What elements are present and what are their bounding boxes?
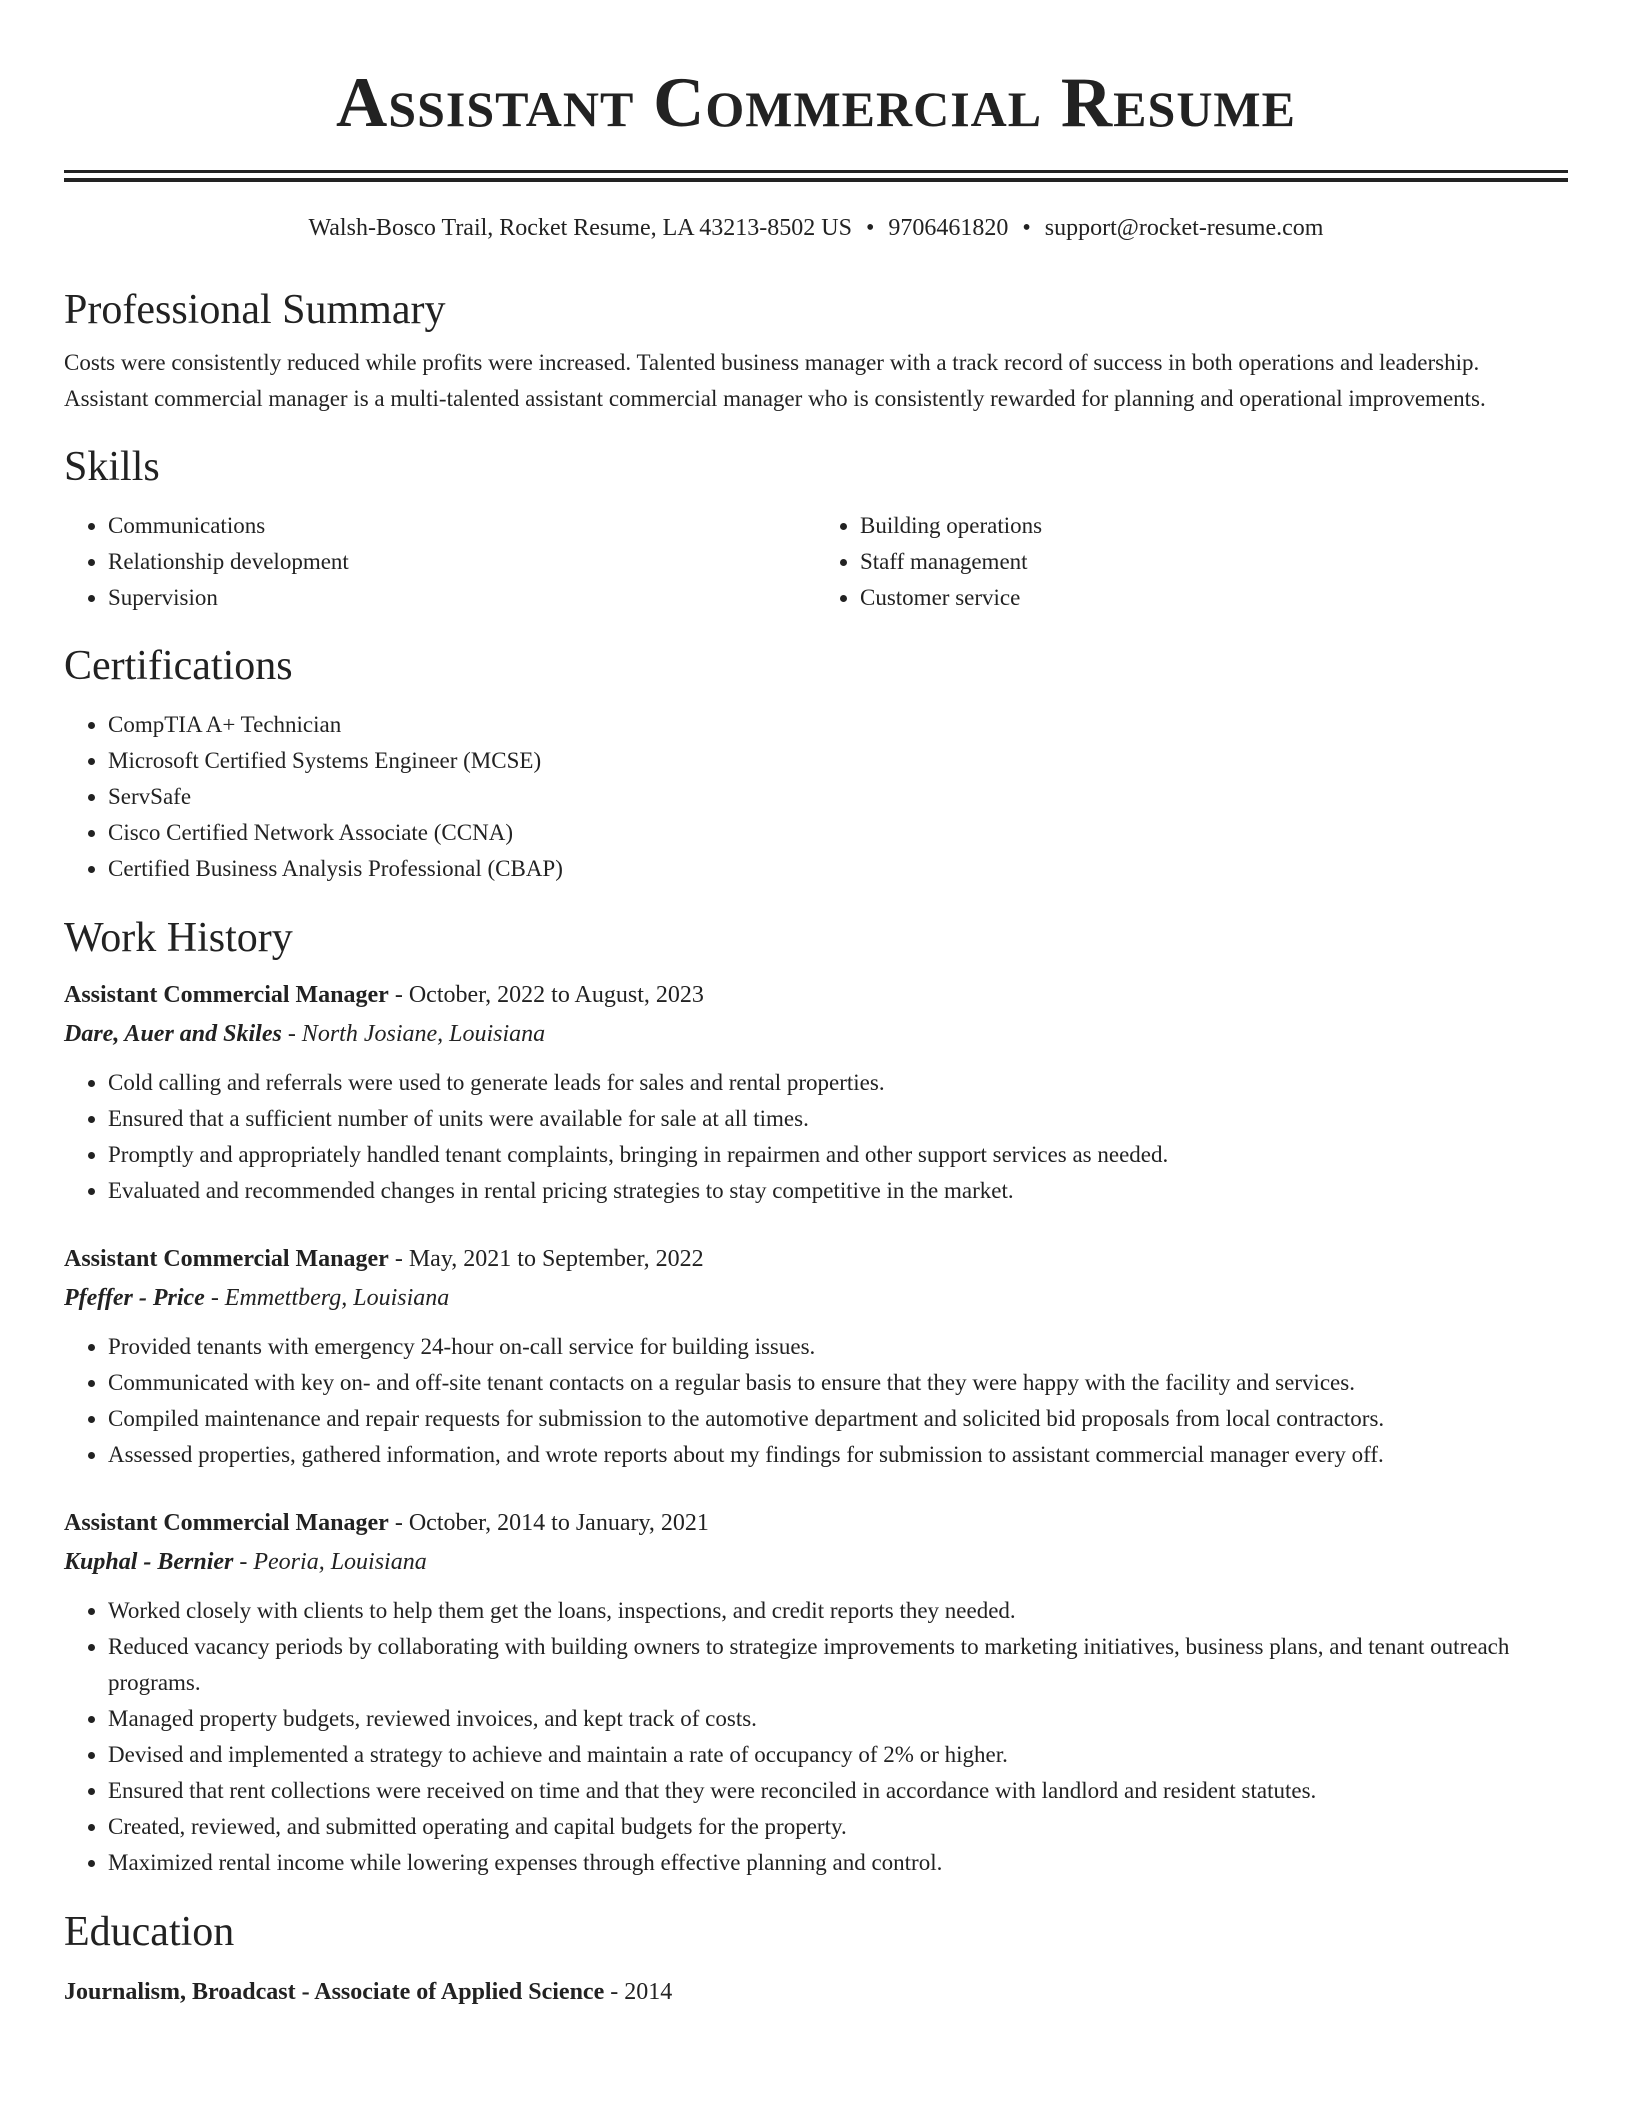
job-company-line (64, 1015, 1568, 1053)
job-company: Kuphal - Bernier (64, 1549, 234, 1575)
skills-list (64, 508, 1568, 616)
skill-item: • Relationship development (108, 544, 816, 580)
contact-address: Walsh-Bosco Trail, Rocket Resume, LA 43213-8502 US (308, 215, 852, 241)
contact-separator: • (865, 215, 875, 241)
section-heading-certifications: Certifications (64, 643, 293, 689)
education-year: - 2014 (604, 1979, 673, 2005)
job-entry (64, 975, 1568, 1209)
job-dates: - October, 2014 to January, 2021 (388, 1510, 709, 1536)
section-heading-work-history: Work History (64, 915, 293, 961)
job-bullets (64, 1329, 1568, 1473)
contact-phone: 9706461820 (888, 215, 1009, 241)
certification-item: • Cisco Certified Network Associate (CCNA) (108, 815, 1568, 851)
contact-email: support@rocket-resume.com (1044, 215, 1324, 241)
job-bullet: • Reduced vacancy periods by collaborating with building owners to strategize improvements to marketing initiatives, business plans, and tenant outreach programs. (108, 1629, 1568, 1701)
job-title: Assistant Commercial Manager (64, 1510, 389, 1536)
summary-text: Costs were consistently reduced while profits were increased. Talented business manager with a track record of success in both operations and leadership. Assistant commercial manager is a multi-talented assistant commercial manager who is consistently rewarded for planning and operational improvements. (64, 350, 1486, 411)
job-bullet: • Managed property budgets, reviewed invoices, and kept track of costs. (108, 1701, 1568, 1737)
job-bullet: • Assessed properties, gathered information, and wrote reports about my findings for submission to assistant commercial manager every off. (108, 1437, 1568, 1473)
job-bullets (64, 1593, 1568, 1881)
job-entry (64, 1239, 1568, 1473)
certification-item: • Microsoft Certified Systems Engineer (MCSE) (108, 743, 1568, 779)
job-dates: - May, 2021 to September, 2022 (388, 1246, 704, 1272)
skill-item: • Customer service (860, 580, 1568, 616)
skill-item: • Supervision (108, 580, 816, 616)
job-title-line (64, 1503, 1568, 1543)
certification-item: • CompTIA A+ Technician (108, 707, 1568, 743)
job-entry (64, 1503, 1568, 1881)
title-rule-top (64, 170, 1568, 173)
job-bullet: • Maximized rental income while lowering expenses through effective planning and control. (108, 1845, 1568, 1881)
job-bullet: • Promptly and appropriately handled tenant complaints, bringing in repairmen and other support services as needed. (108, 1137, 1568, 1173)
skill-item: • Staff management (860, 544, 1568, 580)
job-location: - Emmettberg, Louisiana (204, 1285, 450, 1311)
certifications-list (64, 707, 1568, 887)
section-heading-summary: Professional Summary (64, 287, 446, 333)
section-heading-skills: Skills (64, 444, 160, 490)
job-bullet: • Ensured that a sufficient number of units were available for sale at all times. (108, 1101, 1568, 1137)
skill-item: • Building operations (860, 508, 1568, 544)
job-company-line (64, 1543, 1568, 1581)
certification-item: • Certified Business Analysis Professional (CBAP) (108, 851, 1568, 887)
job-bullet: • Provided tenants with emergency 24-hour on-call service for building issues. (108, 1329, 1568, 1365)
job-bullet: • Devised and implemented a strategy to achieve and maintain a rate of occupancy of 2% or higher. (108, 1737, 1568, 1773)
job-title-line (64, 1239, 1568, 1279)
job-company: Dare, Auer and Skiles (64, 1021, 282, 1047)
job-company-line (64, 1279, 1568, 1317)
skill-item: • Communications (108, 508, 816, 544)
job-location: - Peoria, Louisiana (233, 1549, 427, 1575)
skills-column-left (64, 508, 816, 616)
section-heading-education: Education (64, 1909, 235, 1955)
job-title: Assistant Commercial Manager (64, 1246, 389, 1272)
job-title-line (64, 975, 1568, 1015)
job-bullet: • Cold calling and referrals were used to generate leads for sales and rental properties. (108, 1065, 1568, 1101)
resume-page (64, 0, 1568, 2011)
job-bullet: • Worked closely with clients to help them get the loans, inspections, and credit reports they needed. (108, 1593, 1568, 1629)
title-rule-bottom (64, 178, 1568, 182)
skills-column-right (816, 508, 1568, 616)
job-bullet: • Created, reviewed, and submitted operating and capital budgets for the property. (108, 1809, 1568, 1845)
job-bullet: • Communicated with key on- and off-site tenant contacts on a regular basis to ensure that they were happy with the facility and services. (108, 1365, 1568, 1401)
education-degree: Journalism, Broadcast - Associate of Applied Science (64, 1979, 605, 2005)
job-bullet: • Ensured that rent collections were received on time and that they were reconciled in accordance with landlord and resident statutes. (108, 1773, 1568, 1809)
job-bullet: • Evaluated and recommended changes in rental pricing strategies to stay competitive in the market. (108, 1173, 1568, 1209)
contact-separator: • (1022, 215, 1031, 241)
job-bullet: • Compiled maintenance and repair requests for submission to the automotive department and solicited bid proposals from local contractors. (108, 1401, 1568, 1437)
job-dates: - October, 2022 to August, 2023 (388, 982, 704, 1008)
certification-item: • ServSafe (108, 779, 1568, 815)
job-bullets (64, 1065, 1568, 1209)
job-title: Assistant Commercial Manager (64, 982, 389, 1008)
job-location: - North Josiane, Louisiana (281, 1021, 546, 1047)
resume-title: Assistant Commercial Resume (336, 64, 1296, 142)
job-company: Pfeffer - Price (64, 1285, 205, 1311)
education-entry (64, 1973, 1568, 2011)
contact-line (64, 212, 1568, 244)
